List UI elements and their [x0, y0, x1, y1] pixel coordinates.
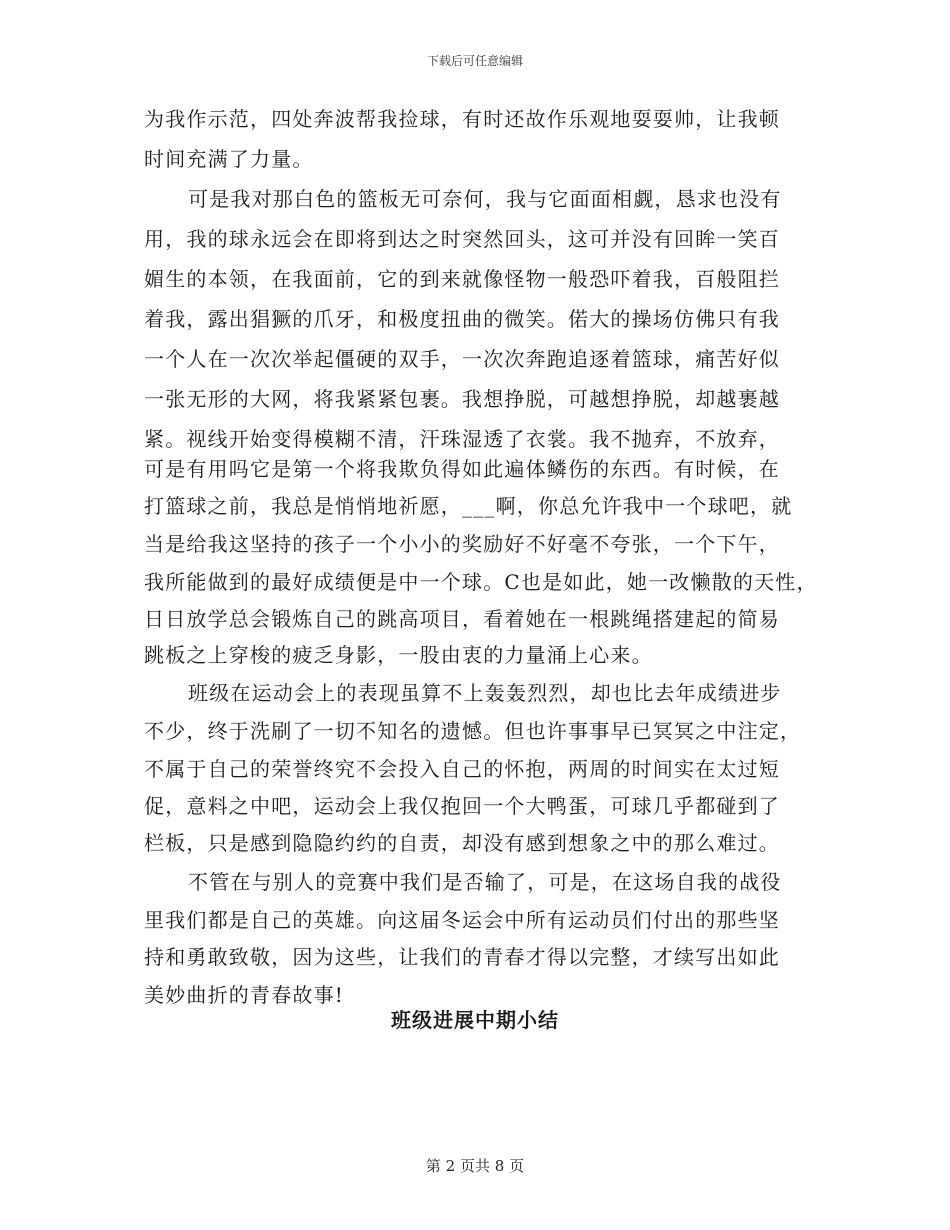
text-line: 我所能做到的最好成绩便是中一个球。C也是如此，她一改懒散的天性，: [144, 570, 818, 594]
text-line: 不属于自己的荣誉终究不会投入自己的怀抱，两周的时间实在太过短: [144, 757, 780, 781]
text-line: 跳板之上穿梭的疲乏身影，一股由衷的力量涌上心来。: [144, 643, 653, 667]
text-line: 美妙曲折的青春故事!: [144, 983, 345, 1007]
page-footer: 第 2 页共 8 页: [425, 1157, 525, 1175]
text-line: 不管在与别人的竞赛中我们是否输了，可是，在这场自我的战役: [188, 870, 782, 894]
text-line: 紧。视线开始变得模糊不清，汗珠湿透了衣裳。我不抛弃，不放弃，: [144, 427, 780, 451]
text-line: 可是我对那白色的篮板无可奈何，我与它面面相觑，恳求也没有: [188, 187, 782, 211]
text-line: 持和勇敢致敬，因为这些，让我们的青春才得以完整，才续写出如此: [144, 945, 780, 969]
section-heading: 班级进展中期小结: [391, 1008, 559, 1032]
text-line: 着我，露出猖獗的爪牙，和极度扭曲的微笑。偌大的操场仿佛只有我: [144, 307, 780, 331]
text-line: 时间充满了力量。: [144, 147, 314, 171]
text-line: 用，我的球永远会在即将到达之时突然回头，这可并没有回眸一笑百: [144, 227, 780, 251]
text-line: 打篮球之前，我总是悄悄地祈愿，___啊，你总允许我中一个球吧，就: [144, 494, 793, 518]
text-line: 栏板，只是感到隐隐约约的自责，却没有感到想象之中的那么难过。: [144, 831, 780, 855]
text-line: 不少，终于洗刷了一切不知名的遗憾。但也许事事早已冥冥之中注定，: [144, 719, 802, 743]
text-line: 可是有用吗它是第一个将我欺负得如此遍体鳞伤的东西。有时候，在: [144, 457, 780, 481]
text-line: 日日放学总会锻炼自己的跳高项目，看着她在一根跳绳搭建起的简易: [144, 607, 780, 631]
page-header: 下载后可任意编辑: [426, 54, 523, 68]
text-line: 促，意料之中吧，运动会上我仅抱回一个大鸭蛋，可球几乎都碰到了: [144, 794, 780, 818]
text-line: 当是给我这坚持的孩子一个小小的奖励好不好毫不夸张，一个下午，: [144, 532, 780, 556]
text-line: 媚生的本领，在我面前，它的到来就像怪物一般恐吓着我，百般阻拦: [144, 267, 780, 291]
text-line: 一个人在一次次举起僵硬的双手，一次次奔跑追逐着篮球，痛苦好似: [144, 347, 780, 371]
text-line: 班级在运动会上的表现虽算不上轰轰烈烈，却也比去年成绩进步: [188, 681, 782, 705]
text-line: 一张无形的大网，将我紧紧包裹。我想挣脱，可越想挣脱，却越裹越: [144, 387, 780, 411]
text-line: 为我作示范，四处奔波帮我捡球，有时还故作乐观地耍耍帅，让我顿: [144, 107, 780, 131]
text-line: 里我们都是自己的英雄。向这届冬运会中所有运动员们付出的那些坚: [144, 908, 780, 932]
